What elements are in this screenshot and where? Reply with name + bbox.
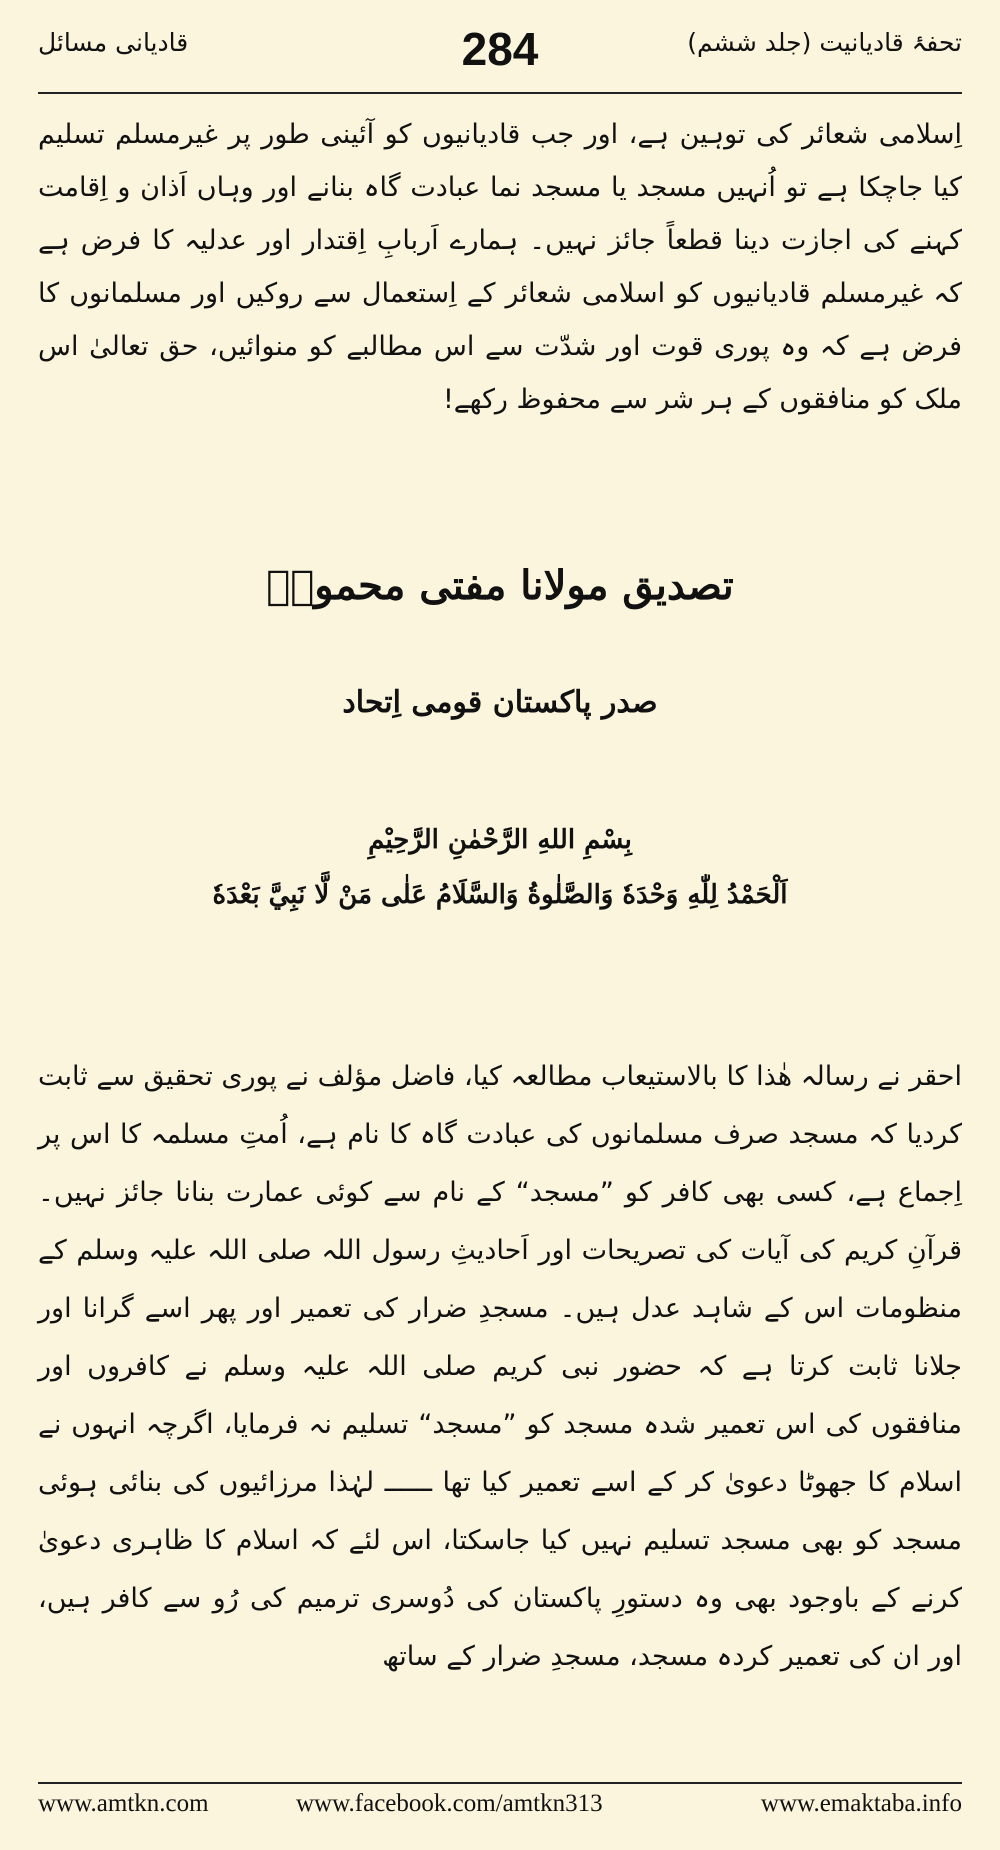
- section-heading: تصدیق مولانا مفتی محمودؒ: [266, 562, 734, 609]
- footer-link-facebook[interactable]: www.facebook.com/amtkn313: [296, 1790, 603, 1817]
- footer-divider: [38, 1782, 962, 1784]
- book-title: تحفۂ قادیانیت (جلد ششم): [687, 28, 962, 57]
- main-paragraph: احقر نے رسالہ ھٰذا کا بالاستیعاب مطالعہ کیا، فاضل مؤلف نے پوری تحقیق سے ثابت کردیا کہ مسجد صرف مسلمانوں کی عبادت گاہ کا نام ہے، اُمتِ مسلمہ کا اس پر اِجماع ہے، کسی بھی کافر کو ”مسجد“ کے نام سے کوئی عمارت بنانا جائز نہیں۔ قرآنِ کریم کی آیات کی تصریحات اور اَحادیثِ رسول اللہ صلی اللہ علیہ وسلم کے منظومات اس کے شاہد عدل ہیں۔ مسجدِ ضرار کی تعمیر اور پھر اسے گرانا اور جلانا ثابت کرتا ہے کہ حضور نبی کریم صلی اللہ علیہ وسلم نے کافروں اور منافقوں کی اس تعمیر شدہ مسجد کو ”مسجد“ تسلیم نہ فرمایا، اگرچہ انہوں نے اسلام کا جھوٹا دعویٰ کر کے اسے تعمیر کیا تھا ــــــ لہٰذا مرزائیوں کی بنائی ہوئی مسجد کو بھی مسجد تسلیم نہیں کیا جاسکتا، اس لئے کہ اسلام کا ظاہری دعویٰ کرنے کے باوجود بھی وہ دستورِ پاکستان کی دُوسری ترمیم کی رُو سے کافر ہیں، اور ان کی تعمیر کردہ مسجد، مسجدِ ضرار کے ساتھ: [38, 1061, 962, 1672]
- footer-link-emaktaba[interactable]: www.emaktaba.info: [760, 1790, 962, 1817]
- intro-paragraph: اِسلامی شعائر کی توہین ہے، اور جب قادیانیوں کو آئینی طور پر غیرمسلم تسلیم کیا جاچکا ہے تو اُنہیں مسجد یا مسجد نما عبادت گاہ بنانے اور وہاں اَذان و اِقامت کہنے کی اجازت دینا قطعاً جائز نہیں۔ ہمارے اَربابِ اِقتدار اور عدلیہ کا فرض ہے کہ غیرمسلم قادیانیوں کو اسلامی شعائر کے اِستعمال سے روکیں اور مسلمانوں کا فرض ہے کہ وہ پوری قوت اور شدّت سے اس مطالبے کو منوائیں، حق تعالیٰ اس ملک کو منافقوں کے ہر شر سے محفوظ رکھے!: [38, 119, 962, 415]
- hamd-line: اَلْحَمْدُ لِلّٰهِ وَحْدَهٗ وَالصَّلٰوةُ وَالسَّلَامُ عَلٰى مَنْ لَّا نَبِيَّ بَعْدَهٗ: [212, 880, 788, 910]
- page-header: [38, 22, 962, 88]
- page-footer: [38, 1790, 962, 1830]
- section-subheading: صدر پاکستان قومی اِتحاد: [342, 685, 658, 720]
- page-number: 284: [461, 23, 539, 75]
- footer-link-amtkn[interactable]: www.amtkn.com: [38, 1790, 209, 1817]
- section-title: قادیانی مسائل: [38, 28, 189, 57]
- bismillah: بِسْمِ اللهِ الرَّحْمٰنِ الرَّحِيْمِ: [368, 825, 632, 855]
- header-divider: [38, 92, 962, 94]
